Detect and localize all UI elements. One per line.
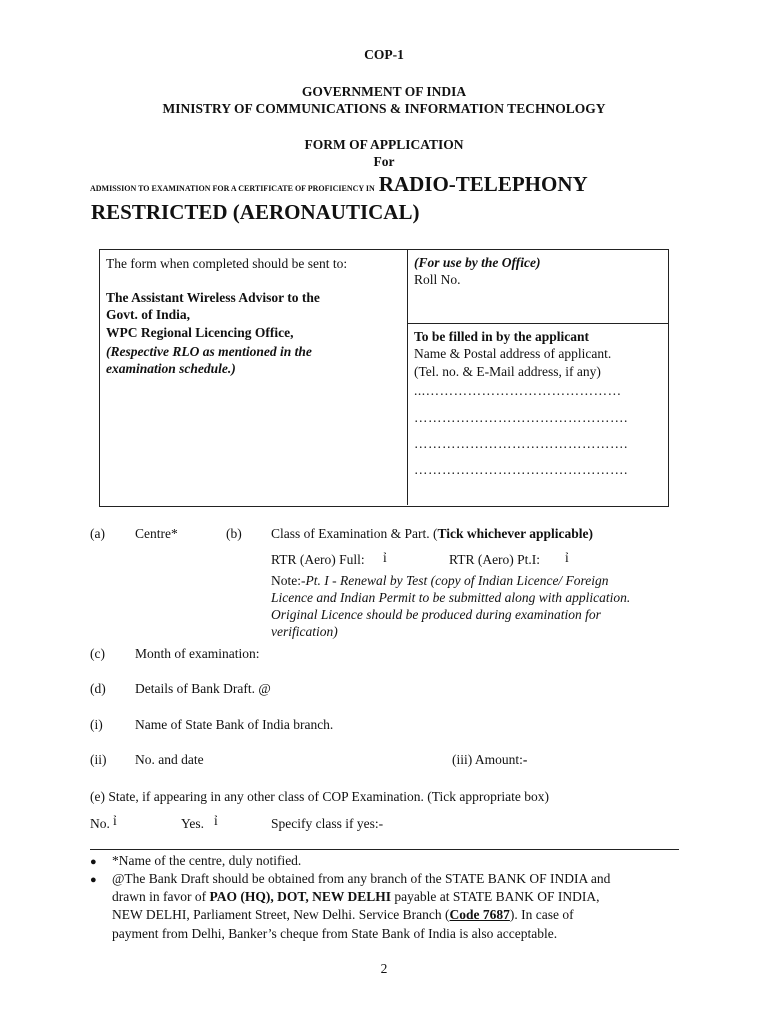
applicant-address-line-1[interactable]: ...…………………………………… xyxy=(414,383,622,398)
centre-field[interactable]: Centre* xyxy=(135,526,178,541)
bank-draft-details-label: Details of Bank Draft. @ xyxy=(135,681,271,696)
exam-note xyxy=(271,573,679,640)
office-use-label: (For use by the Office) xyxy=(414,255,541,270)
yes-checkbox[interactable]: ỉ xyxy=(214,813,218,828)
note-l3-pre: NEW DELHI, Parliament Street, New Delhi. Service Branch ( xyxy=(112,907,450,922)
note-l2-payee: PAO (HQ), DOT, NEW DELHI xyxy=(209,889,391,904)
applicant-address-line-4[interactable]: ………………………………………. xyxy=(414,462,628,477)
note-bank-draft-line-1: @The Bank Draft should be obtained from any branch of the STATE BANK OF INDIA and xyxy=(112,871,611,886)
page-number: 2 xyxy=(380,961,388,976)
address-line-3: WPC Regional Licencing Office, xyxy=(106,325,294,340)
yes-label: Yes. xyxy=(181,816,205,831)
rtr-pt1-label: RTR (Aero) Pt.I: xyxy=(449,552,541,567)
notes-separator xyxy=(90,849,679,850)
note-l2-pre: drawn in favor of xyxy=(112,889,210,904)
applicant-address-line-3[interactable]: ………………………………………. xyxy=(414,436,628,451)
applicant-section-label: To be filled in by the applicant xyxy=(414,329,590,344)
note-l3-code: Code 7687 xyxy=(449,907,510,922)
tick-instruction: Tick whichever applicable) xyxy=(437,526,593,541)
box-divider-vertical xyxy=(407,250,408,505)
item-c-label: (c) xyxy=(90,646,105,661)
subtitle-small: ADMISSION TO EXAMINATION FOR A CERTIFICATE OF PROFICIENCY IN xyxy=(90,184,375,193)
applicant-contact-label: (Tel. no. & E-Mail address, if any) xyxy=(414,364,601,379)
no-checkbox[interactable]: ỉ xyxy=(113,813,117,828)
item-i-label: (i) xyxy=(90,717,103,732)
specify-class-field[interactable]: Specify class if yes:- xyxy=(271,816,384,831)
other-cop-question: (e) State, if appearing in any other class of COP Examination. (Tick appropriate box) xyxy=(90,789,550,804)
rtr-full-checkbox[interactable]: ỉ xyxy=(383,550,387,565)
form-for: For xyxy=(373,154,395,169)
note-l3-post: ). In case of xyxy=(509,907,574,922)
address-line-4: (Respective RLO as mentioned in the xyxy=(106,344,312,359)
bullet-2: ● xyxy=(90,874,97,886)
subtitle-line-1 xyxy=(90,172,588,197)
note-centre: *Name of the centre, duly notified. xyxy=(112,853,302,868)
note-bank-draft-line-2 xyxy=(112,889,600,905)
note-line-2: Licence and Indian Permit to be submitted along with application. xyxy=(271,590,631,605)
no-label: No. xyxy=(90,816,110,831)
applicant-address-line-2[interactable]: ………………………………………. xyxy=(414,410,628,425)
note-prefix: Note:- xyxy=(271,573,306,588)
applicant-name-address-label: Name & Postal address of applicant. xyxy=(414,346,612,361)
sbi-branch-field[interactable]: Name of State Bank of India branch. xyxy=(135,717,334,732)
ministry-heading: MINISTRY OF COMMUNICATIONS & INFORMATION TECHNOLOGY xyxy=(162,101,606,116)
address-line-2: Govt. of India, xyxy=(106,307,191,322)
rtr-pt1-checkbox[interactable]: ỉ xyxy=(565,550,569,565)
month-of-exam-field[interactable]: Month of examination: xyxy=(135,646,260,661)
draft-no-date-field[interactable]: No. and date xyxy=(135,752,204,767)
box-divider-horizontal xyxy=(407,323,668,324)
subtitle-large-1: RADIO-TELEPHONY xyxy=(378,172,588,196)
amount-dash: - xyxy=(522,752,528,767)
note-bank-draft-line-3 xyxy=(112,907,574,923)
amount-label: (iii) Amount: xyxy=(452,752,523,767)
roll-no-field[interactable]: Roll No. xyxy=(414,272,461,287)
form-code: COP-1 xyxy=(364,47,404,62)
item-a-label: (a) xyxy=(90,526,105,541)
government-heading: GOVERNMENT OF INDIA xyxy=(301,84,467,99)
note-line-3: Original Licence should be produced during examination for xyxy=(271,607,601,622)
note-l2-post: payable at STATE BANK OF INDIA, xyxy=(390,889,600,904)
bullet-1: ● xyxy=(90,856,97,868)
item-b-label: (b) xyxy=(226,526,242,541)
item-d-label: (d) xyxy=(90,681,106,696)
address-line-5: examination schedule.) xyxy=(106,361,236,376)
send-to-intro: The form when completed should be sent to: xyxy=(106,256,348,271)
class-of-exam-label xyxy=(271,526,593,542)
form-title: FORM OF APPLICATION xyxy=(304,137,464,152)
subtitle-large-2: RESTRICTED (AERONAUTICAL) xyxy=(91,200,420,224)
note-bank-draft-line-4: payment from Delhi, Banker’s cheque from State Bank of India is also acceptable. xyxy=(112,926,558,941)
amount-field[interactable] xyxy=(452,752,527,768)
note-line-4: verification) xyxy=(271,624,338,639)
class-of-exam-text: Class of Examination & Part. ( xyxy=(271,526,438,541)
item-ii-label: (ii) xyxy=(90,752,107,767)
note-line-1: Pt. I - Renewal by Test (copy of Indian Licence/ Foreign xyxy=(305,573,609,588)
address-line-1: The Assistant Wireless Advisor to the xyxy=(106,290,320,305)
rtr-full-label: RTR (Aero) Full: xyxy=(271,552,365,567)
